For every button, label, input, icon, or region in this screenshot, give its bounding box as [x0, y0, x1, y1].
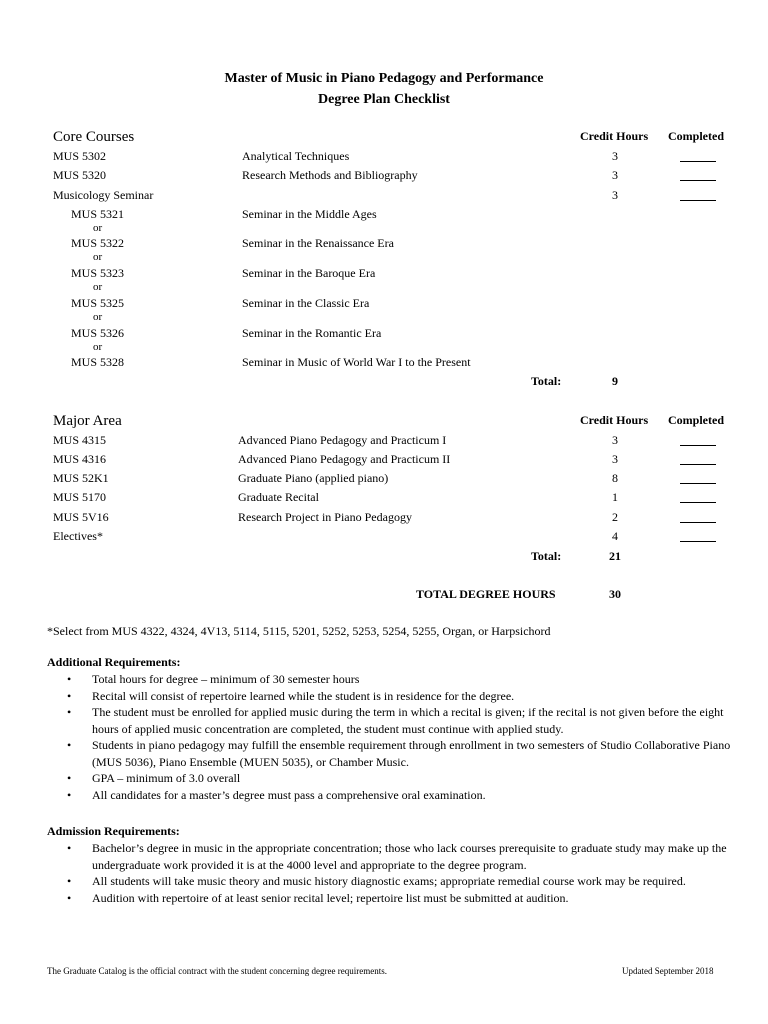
seminar-code: MUS 5325 [71, 296, 125, 310]
requirement-text: Total hours for degree – minimum of 30 semester hours [92, 672, 360, 686]
seminar-code: MUS 5328 [71, 355, 125, 369]
seminar-title: Seminar in the Middle Ages [242, 207, 377, 221]
credit-hours: 3 [612, 188, 618, 202]
course-code: MUS 4315 [53, 433, 107, 447]
admission-requirements-list [47, 840, 732, 906]
requirement-text: Audition with repertoire of at least senior recital level; repertoire list must be submitted at audition. [92, 890, 569, 905]
credit-hours: 4 [612, 529, 618, 543]
course-title: Research Methods and Bibliography [242, 168, 418, 182]
seminar-title: Seminar in the Romantic Era [242, 326, 382, 340]
requirement-text: All candidates for a master’s degree must pass a comprehensive oral examination. [92, 787, 486, 802]
requirement-text: All students will take music theory and music history diagnostic exams; appropriate remedial course work may be required. [92, 874, 686, 888]
major-total-value: 21 [609, 549, 621, 563]
completed-blank[interactable] [680, 510, 716, 528]
bullet-icon: • [67, 738, 72, 752]
additional-requirements-list [47, 671, 732, 803]
completed-blank[interactable] [680, 452, 716, 470]
major-total-label: Total: [531, 549, 562, 563]
requirement-text: GPA – minimum of 3.0 overall [92, 771, 241, 785]
requirement-text: The student must be enrolled for applied music during the term in which a recital is given; if the recital is not given before the eight hours of applied music concentration are completed, the student must continue with applied study. [92, 705, 724, 736]
core-completed-header: Completed [668, 129, 724, 143]
seminar-title: Seminar in Music of World War I to the Present [242, 355, 471, 369]
requirement-text: Students in piano pedagogy may fulfill the ensemble requirement through enrollment in two semesters of Studio Collaborative Piano (MUS 5036), Piano Ensemble (MUEN 5035), or Chamber Music. [92, 738, 731, 769]
course-code: MUS 5V16 [53, 510, 109, 524]
course-title: Research Project in Piano Pedagogy [238, 510, 412, 524]
list-item [47, 787, 732, 804]
additional-requirements-heading: Additional Requirements: [47, 655, 181, 669]
course-code: MUS 5320 [53, 168, 107, 182]
course-title: Graduate Recital [238, 490, 319, 504]
or-label: or [93, 222, 103, 234]
bullet-icon: • [67, 890, 72, 905]
bullet-icon: • [67, 874, 72, 888]
credit-hours: 8 [612, 471, 618, 485]
course-title: Graduate Piano (applied piano) [238, 471, 389, 485]
completed-blank[interactable] [680, 149, 716, 167]
course-code: Musicology Seminar [53, 188, 154, 202]
electives-note: *Select from MUS 4322, 4324, 4V13, 5114, 5115, 5201, 5252, 5253, 5254, 5255, Organ, or Harpsichord [47, 624, 551, 638]
bullet-icon: • [67, 787, 72, 802]
total-degree-hours-value: 30 [609, 587, 621, 601]
list-item [47, 704, 732, 737]
completed-blank[interactable] [680, 433, 716, 451]
seminar-code: MUS 5326 [71, 326, 125, 340]
course-code: MUS 4316 [53, 452, 107, 466]
admission-requirements-heading: Admission Requirements: [47, 824, 180, 838]
or-label: or [93, 341, 103, 353]
bullet-icon: • [67, 771, 72, 785]
completed-blank[interactable] [680, 490, 716, 508]
major-credit-hours-header: Credit Hours [580, 413, 649, 427]
or-label: or [93, 251, 103, 263]
credit-hours: 3 [612, 149, 618, 163]
or-label: or [93, 281, 103, 293]
total-degree-hours-label: TOTAL DEGREE HOURS [416, 587, 556, 601]
completed-blank[interactable] [680, 471, 716, 489]
requirement-text: Bachelor’s degree in music in the appropriate concentration; those who lack courses prerequisite to graduate study may make up the undergraduate work provided it is at the 4000 level and appropriate to the degree program. [92, 841, 727, 872]
or-label: or [93, 311, 103, 323]
core-total-value: 9 [612, 374, 618, 388]
seminar-title: Seminar in the Baroque Era [242, 266, 376, 280]
major-completed-header: Completed [668, 413, 724, 427]
completed-blank[interactable] [680, 529, 716, 547]
credit-hours: 3 [612, 433, 618, 447]
course-code: MUS 5302 [53, 149, 107, 163]
list-item [47, 770, 732, 787]
core-total-label: Total: [531, 374, 562, 388]
completed-blank[interactable] [680, 188, 716, 206]
document-title: Master of Music in Piano Pedagogy and Performance [224, 71, 544, 86]
list-item [47, 737, 732, 770]
core-credit-hours-header: Credit Hours [580, 129, 649, 143]
seminar-code: MUS 5322 [71, 236, 125, 250]
credit-hours: 3 [612, 168, 618, 182]
credit-hours: 2 [612, 510, 618, 524]
list-item [47, 840, 732, 873]
seminar-code: MUS 5321 [71, 207, 125, 221]
course-title: Analytical Techniques [242, 149, 350, 163]
bullet-icon: • [67, 705, 72, 719]
major-area-heading: Major Area [53, 413, 122, 429]
seminar-title: Seminar in the Classic Era [242, 296, 370, 310]
course-code: Electives* [53, 529, 103, 543]
list-item [47, 873, 732, 890]
footer-updated-date: Updated September 2018 [622, 966, 714, 976]
document-subtitle: Degree Plan Checklist [318, 92, 450, 107]
list-item [47, 688, 732, 705]
course-title: Advanced Piano Pedagogy and Practicum II [238, 452, 451, 466]
seminar-code: MUS 5323 [71, 266, 125, 280]
seminar-title: Seminar in the Renaissance Era [242, 236, 394, 250]
list-item [47, 671, 732, 688]
course-title: Advanced Piano Pedagogy and Practicum I [238, 433, 447, 447]
bullet-icon: • [67, 841, 72, 855]
core-courses-heading: Core Courses [53, 129, 135, 145]
credit-hours: 1 [612, 490, 618, 504]
footer-disclaimer: The Graduate Catalog is the official contract with the student concerning degree requirements. [47, 966, 387, 976]
requirement-text: Recital will consist of repertoire learned while the student is in residence for the degree. [92, 688, 515, 703]
bullet-icon: • [67, 688, 72, 703]
course-code: MUS 5170 [53, 490, 107, 504]
list-item [47, 890, 732, 907]
credit-hours: 3 [612, 452, 618, 466]
bullet-icon: • [67, 672, 72, 686]
completed-blank[interactable] [680, 168, 716, 186]
course-code: MUS 52K1 [53, 471, 109, 485]
